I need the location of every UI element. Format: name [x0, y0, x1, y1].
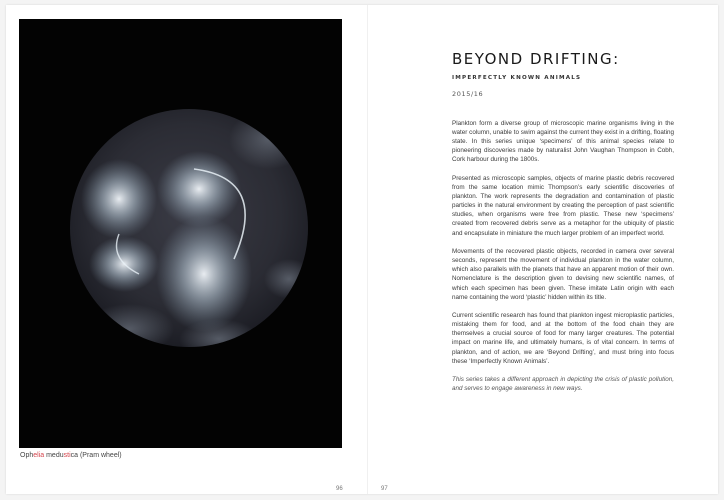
caption-highlight: elia [33, 452, 45, 459]
caption-highlight: sti [63, 452, 71, 459]
caption-part: (Pram wheel) [78, 452, 122, 459]
specimen-photo [19, 19, 342, 448]
caption-part: ph [25, 452, 34, 459]
page-gutter [367, 5, 368, 494]
specimen-right-top [157, 151, 241, 227]
book-spread [6, 5, 718, 494]
page-number-left: 96 [336, 486, 343, 492]
article-year: 2015/16 [452, 90, 484, 98]
body-paragraph: Current scientific research has found that plankton ingest microplastic particles, mistaking them for food, and at the bottom of the food chain they are themselves a crucial source of food for many larger creatures. The potential impact on marine life, and ultimately humans, is of vital concern. In terms of plankton, and of action, we are ‘Beyond Drifting’, and must bring into focus these ‘Imperfectly Known Animals’. [452, 312, 674, 365]
page-number-right: 97 [381, 486, 388, 492]
caption-part: medu [44, 452, 64, 459]
text-column [452, 45, 674, 403]
specimen-right-bottom [156, 216, 252, 332]
caption-part: ca [70, 452, 79, 459]
body-paragraph: Presented as microscopic samples, objects of marine plastic debris recovered from the same location mimic Thompson’s early scientific discoveries of plankton. The work represents the degradation and contamination of plastic particles in the natural environment by creating the perception of past scientific studies, when organisms were free from plastic. These new ‘specimens’ created from recovered debris serve as a metaphor for the ubiquity of plastic and encapsulate in miniature the much larger problem of an imperfect world. [452, 174, 674, 237]
article-body [452, 119, 674, 393]
photo-caption [20, 452, 122, 459]
article-subtitle: IMPERFECTLY KNOWN ANIMALS [452, 75, 582, 81]
specimen-illustration [19, 19, 342, 448]
caption-part: O [20, 452, 26, 459]
body-paragraph: Movements of the recovered plastic objects, recorded in camera over several seconds, represent the movement of individual plankton in the water column, which also parallels with the planets that have an apparent motion of their own. Nomenclature is the description given to devising new scientific names, of which each specimen has been given. These imitate Latin origin with each name containing the word ‘plastic’ hidden within its title. [452, 248, 674, 301]
article-title: BEYOND DRIFTING: [452, 50, 620, 68]
body-paragraph: Plankton form a diverse group of microscopic marine organisms living in the water column, unable to swim against the current they exist in a drifting, floating state. In this series unique ‘specimens’ of this animal species relate to pioneering discoveries made by naturalist John Vaughan Thompson in Cobh, Cork harbour during the 1800s. [452, 120, 674, 164]
closing-paragraph: This series takes a different approach in depicting the crisis of plastic pollution, and serves to engage awareness in new ways. [452, 376, 674, 393]
specimen-left [81, 159, 157, 239]
